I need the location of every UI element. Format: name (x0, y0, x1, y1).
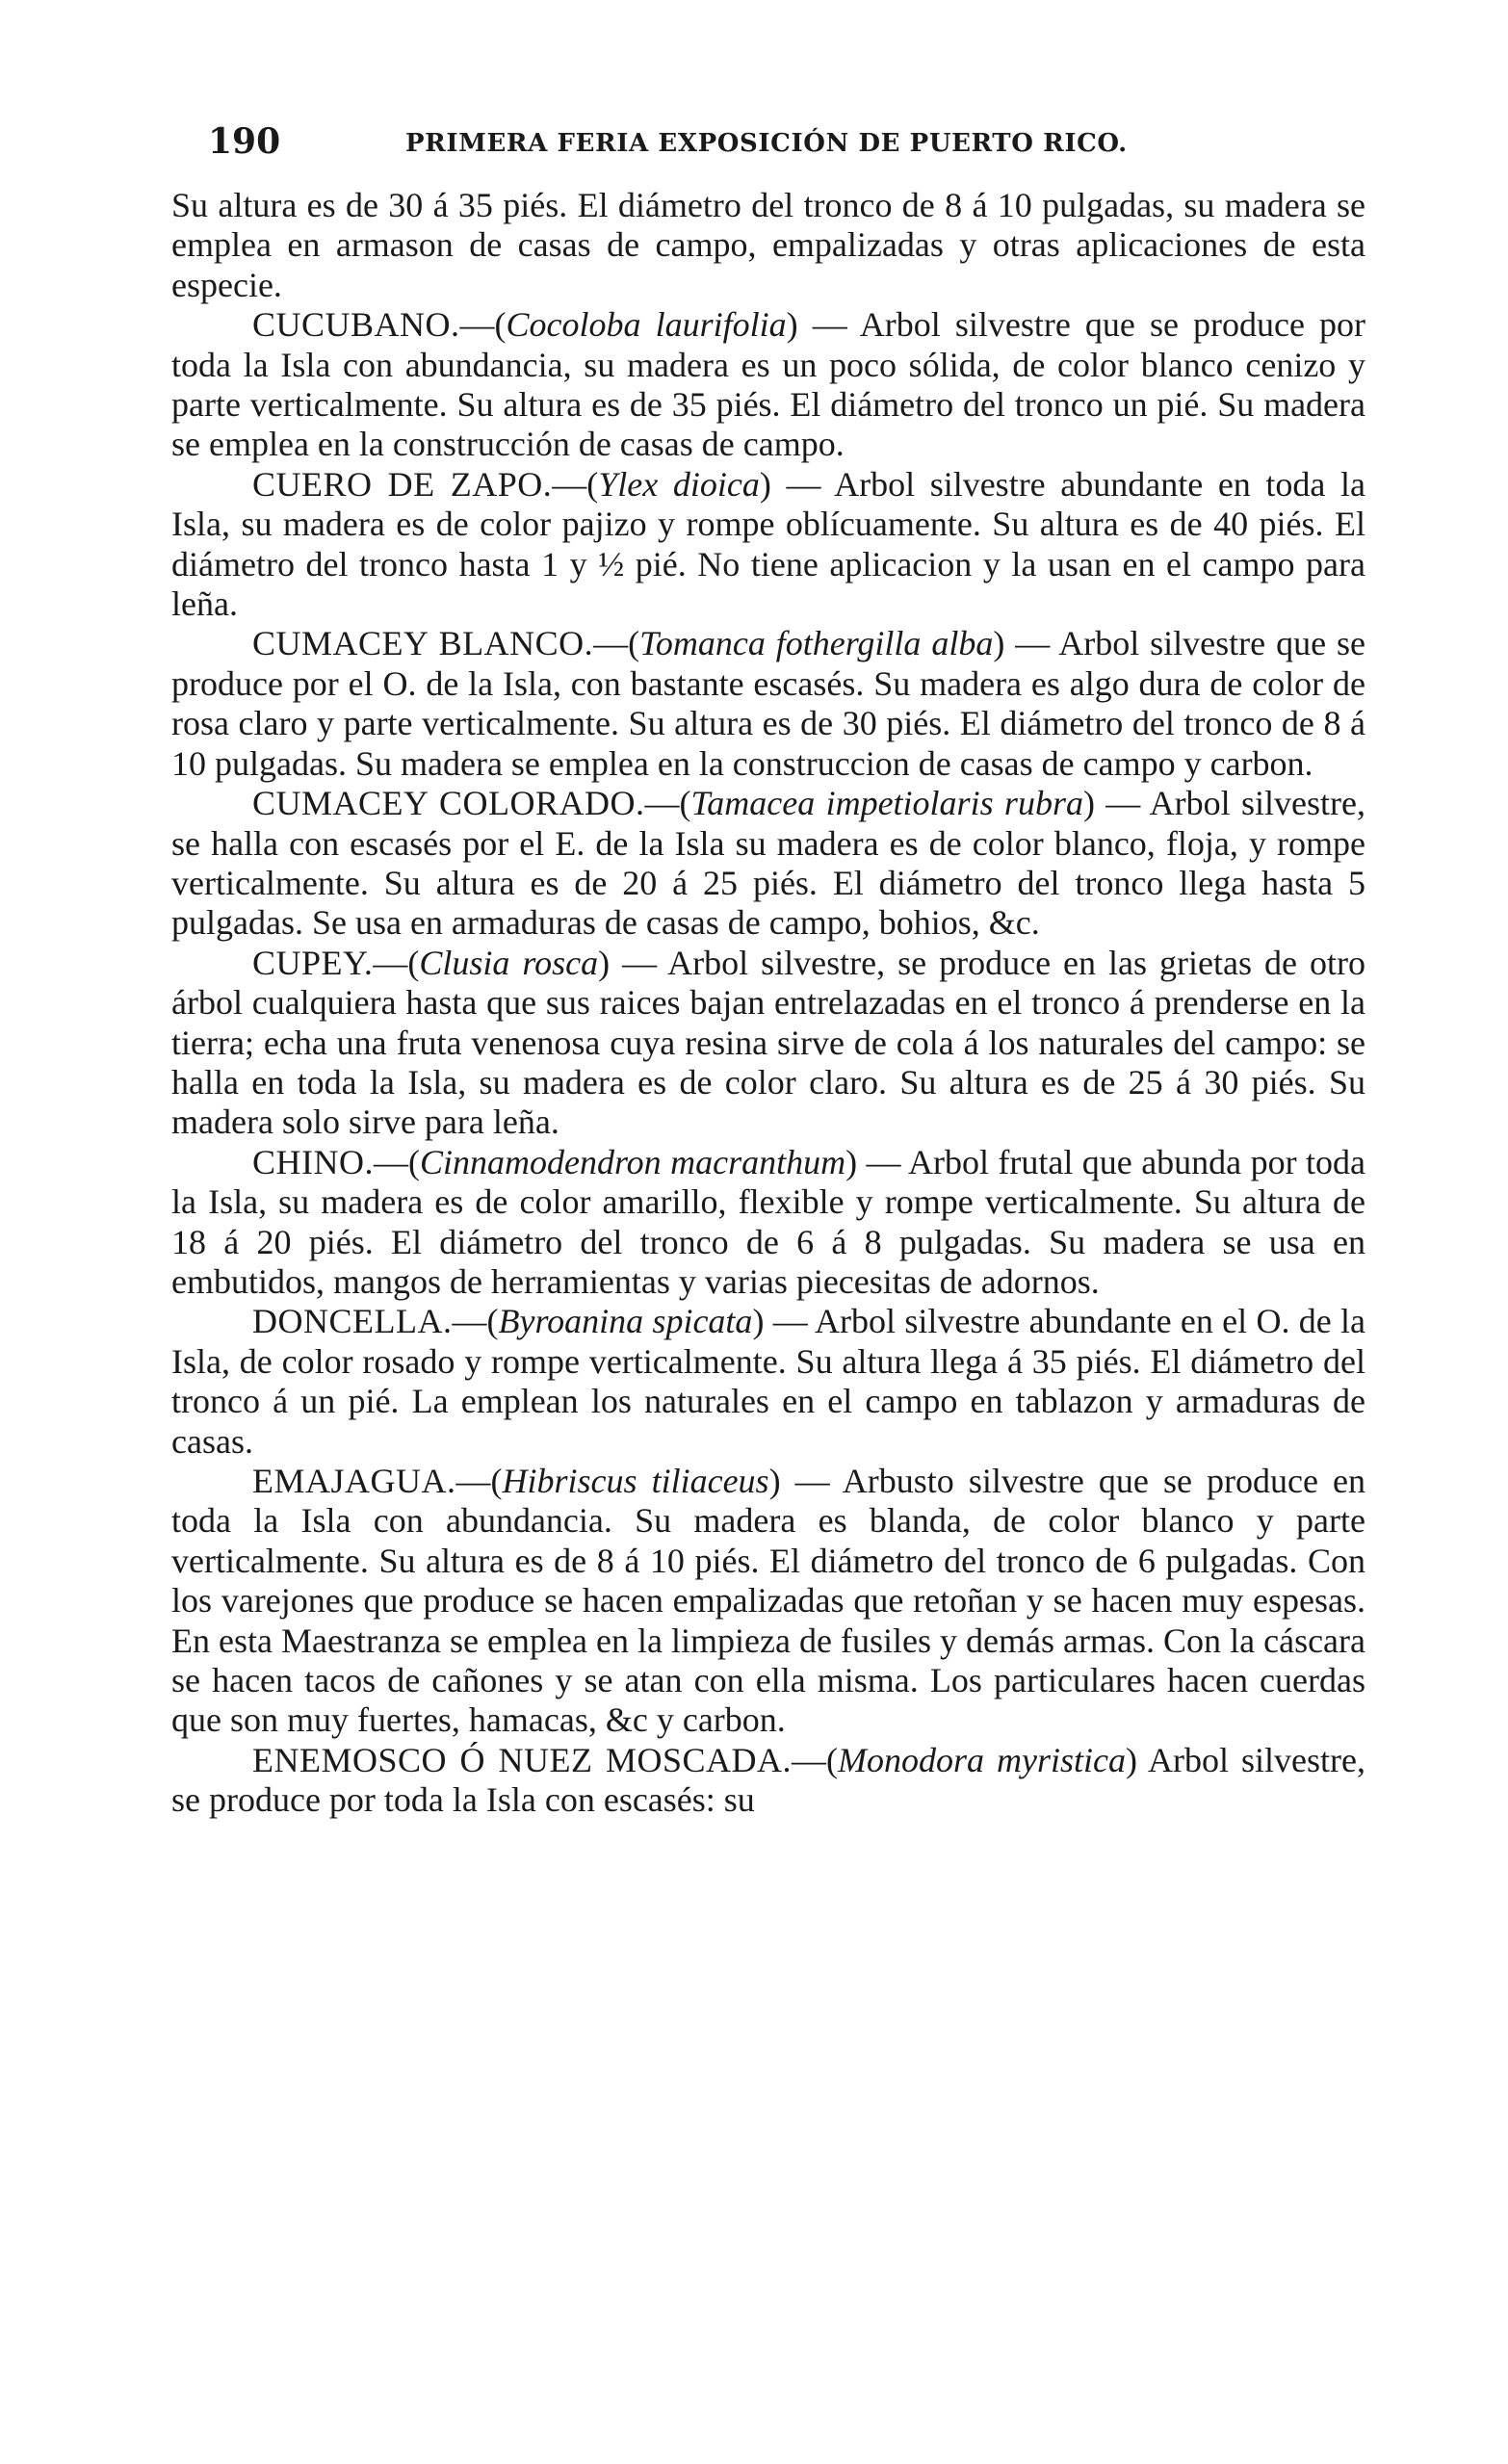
species-scientific-name: Clusia rosca (419, 943, 599, 982)
entry-enemosco: ENEMOSCO Ó NUEZ MOSCADA.—(Monodora myristica) Arbol silvestre, se produce por toda la Isla con escasés: su (171, 1740, 1365, 1820)
species-common-name: CUMACEY BLANCO. (252, 624, 594, 663)
entry-continuation (171, 186, 1365, 305)
entry-text: — Arbol silvestre, se produce en las grietas de otro árbol cualquiera hasta que sus raices bajan entrelazadas en el tronco á prenderse en la tierra; echa una fruta venenosa cuya resina sirve de cola á los naturales del campo: se halla en toda la Isla, su madera es de color claro. Su altura es de 25 á 30 piés. Su madera solo sirve para leña. (171, 943, 1365, 1142)
entry-text: — Arbol silvestre, se halla con escasés por el E. de la Isla su madera es de color blanco, floja, y rompe verticalmente. Su altura es de 20 á 25 piés. El diámetro del tronco llega hasta 5 pulgadas. Se usa en armaduras de casas de campo, bohios, &c. (171, 784, 1365, 943)
species-common-name: CUPEY. (252, 943, 374, 982)
entry-cumacey-colorado: CUMACEY COLORADO.—(Tamacea impetiolaris rubra) — Arbol silvestre, se halla con escasés por el E. de la Isla su madera es de color blanco, floja, y rompe verticalmente. Su altura es de 20 á 25 piés. El diámetro del tronco llega hasta 5 pulgadas. Se usa en armaduras de casas de campo, bohios, &c. (171, 784, 1365, 943)
entry-text: Arbol silvestre, se produce por toda la Isla con escasés: su (171, 1740, 1365, 1820)
species-common-name: CHINO. (252, 1142, 374, 1181)
entry-doncella: DONCELLA.—(Byroanina spicata) — Arbol silvestre abundante en el O. de la Isla, de color rosado y rompe verticalmente. Su altura llega á 35 piés. El diámetro del tronco á un pié. La emplean los naturales en el campo en tablazon y armaduras de casas. (171, 1302, 1366, 1461)
species-scientific-name: Byroanina spicata (498, 1302, 753, 1341)
entry-text: — Arbol silvestre abundante en el O. de la Isla, de color rosado y rompe verticalmente. Su altura llega á 35 piés. El diámetro del tronco á un pié. La emplean los naturales en el campo en tablazon y armaduras de casas. (171, 1302, 1366, 1461)
species-common-name: EMAJAGUA. (252, 1462, 456, 1500)
species-scientific-name: Tamacea impetiolaris rubra (690, 784, 1083, 823)
entry-cupey: CUPEY.—(Clusia rosca) — Arbol silvestre, se produce en las grietas de otro árbol cualquiera hasta que sus raices bajan entrelazadas en el tronco á prenderse en la tierra; echa una fruta venenosa cuya resina sirve de cola á los naturales del campo: se halla en toda la Isla, su madera es de color claro. Su altura es de 25 á 30 piés. Su madera solo sirve para leña. (171, 943, 1365, 1142)
species-common-name: DONCELLA. (252, 1302, 453, 1341)
species-scientific-name: Ylex dioica (598, 464, 760, 504)
page-header (208, 114, 1306, 171)
entry-chino: CHINO.—(Cinnamodendron macranthum) — Arbol frutal que abunda por toda la Isla, su madera es de color amarillo, flexible y rompe verticalmente. Su altura de 18 á 20 piés. El diámetro del tronco de 6 á 8 pulgadas. Su madera se usa en embutidos, mangos de herramientas y varias piecesitas de adornos. (171, 1142, 1365, 1301)
species-scientific-name: Cocoloba laurifolia (506, 305, 787, 345)
species-scientific-name: Tomanca fothergilla alba (639, 624, 994, 663)
entry-text: Su altura es de 30 á 35 piés. El diámetro del tronco de 8 á 10 pulgadas, su madera se emplea en armason de casas de campo, empalizadas y otras aplicaciones de esta especie. (171, 186, 1365, 304)
entry-text: — Arbol silvestre que se produce por el O. de la Isla, con bastante escasés. Su madera es algo dura de color de rosa claro y parte verticalmente. Su altura es de 30 piés. El diámetro del tronco de 8 á 10 pulgadas. Su madera se emplea en la construccion de casas de campo y carbon. (171, 624, 1365, 783)
entry-text: — Arbusto silvestre que se produce en toda la Isla con abundancia. Su madera es blanda, de color blanco y parte verticalmente. Su altura es de 8 á 10 piés. El diámetro del tronco de 6 pulgadas. Con los varejones que produce se hacen empalizadas que retoñan y se hacen muy espesas. En esta Maestranza se emplea en la limpieza de fusiles y demás armas. Con la cáscara se hacen tacos de cañones y se atan con ella misma. Los particulares hacen cuerdas que son muy fuertes, hamacas, &c y carbon. (171, 1462, 1366, 1740)
species-common-name: ENEMOSCO Ó NUEZ MOSCADA. (252, 1740, 793, 1779)
entry-text: — Arbol frutal que abunda por toda la Isla, su madera es de color amarillo, flexible y rompe verticalmente. Su altura de 18 á 20 piés. El diámetro del tronco de 6 á 8 pulgadas. Su madera se usa en embutidos, mangos de herramientas y varias piecesitas de adornos. (171, 1142, 1365, 1301)
species-scientific-name: Cinnamodendron macranthum (420, 1142, 846, 1181)
entry-text: — Arbol silvestre abundante en toda la Isla, su madera es de color pajizo y rompe oblícuamente. Su altura es de 40 piés. El diámetro del tronco hasta 1 y ½ pié. No tiene aplicacion y la usan en el campo para leña. (171, 464, 1366, 624)
entry-cucubano: CUCUBANO.—(Cocoloba laurifolia) — Arbol silvestre que se produce por toda la Isla con abundancia, su madera es un poco sólida, de color blanco cenizo y parte verticalmente. Su altura es de 35 piés. El diámetro del tronco un pié. Su madera se emplea en la construcción de casas de campo. (171, 305, 1366, 464)
entry-cumacey-blanco: CUMACEY BLANCO.—(Tomanca fothergilla alba) — Arbol silvestre que se produce por el O. de la Isla, con bastante escasés. Su madera es algo dura de color de rosa claro y parte verticalmente. Su altura es de 30 piés. El diámetro del tronco de 8 á 10 pulgadas. Su madera se emplea en la construccion de casas de campo y carbon. (171, 624, 1365, 783)
page-body (171, 186, 1365, 2429)
entry-cuero-de-zapo: CUERO DE ZAPO.—(Ylex dioica) — Arbol silvestre abundante en toda la Isla, su madera es de color pajizo y rompe oblícuamente. Su altura es de 40 piés. El diámetro del tronco hasta 1 y ½ pié. No tiene aplicacion y la usan en el campo para leña. (171, 464, 1366, 624)
species-common-name: CUMACEY COLORADO. (252, 784, 645, 823)
species-common-name: CUERO DE ZAPO. (252, 464, 553, 504)
entry-emajagua: EMAJAGUA.—(Hibriscus tiliaceus) — Arbusto silvestre que se produce en toda la Isla con abundancia. Su madera es blanda, de color blanco y parte verticalmente. Su altura es de 8 á 10 piés. El diámetro del tronco de 6 pulgadas. Con los varejones que produce se hacen empalizadas que retoñan y se hacen muy espesas. En esta Maestranza se emplea en la limpieza de fusiles y demás armas. Con la cáscara se hacen tacos de cañones y se atan con ella misma. Los particulares hacen cuerdas que son muy fuertes, hamacas, &c y carbon. (171, 1462, 1366, 1740)
species-scientific-name: Monodora myristica (838, 1740, 1127, 1779)
entry-text: — Arbol silvestre que se produce por toda la Isla con abundancia, su madera es un poco sólida, de color blanco cenizo y parte verticalmente. Su altura es de 35 piés. El diámetro del tronco un pié. Su madera se emplea en la construcción de casas de campo. (171, 305, 1366, 464)
running-title: PRIMERA FERIA EXPOSICIÓN DE PUERTO RICO. (405, 129, 1128, 158)
species-common-name: CUCUBANO. (252, 305, 460, 345)
species-scientific-name: Hibriscus tiliaceus (502, 1462, 769, 1500)
page-number: 190 (208, 121, 281, 162)
